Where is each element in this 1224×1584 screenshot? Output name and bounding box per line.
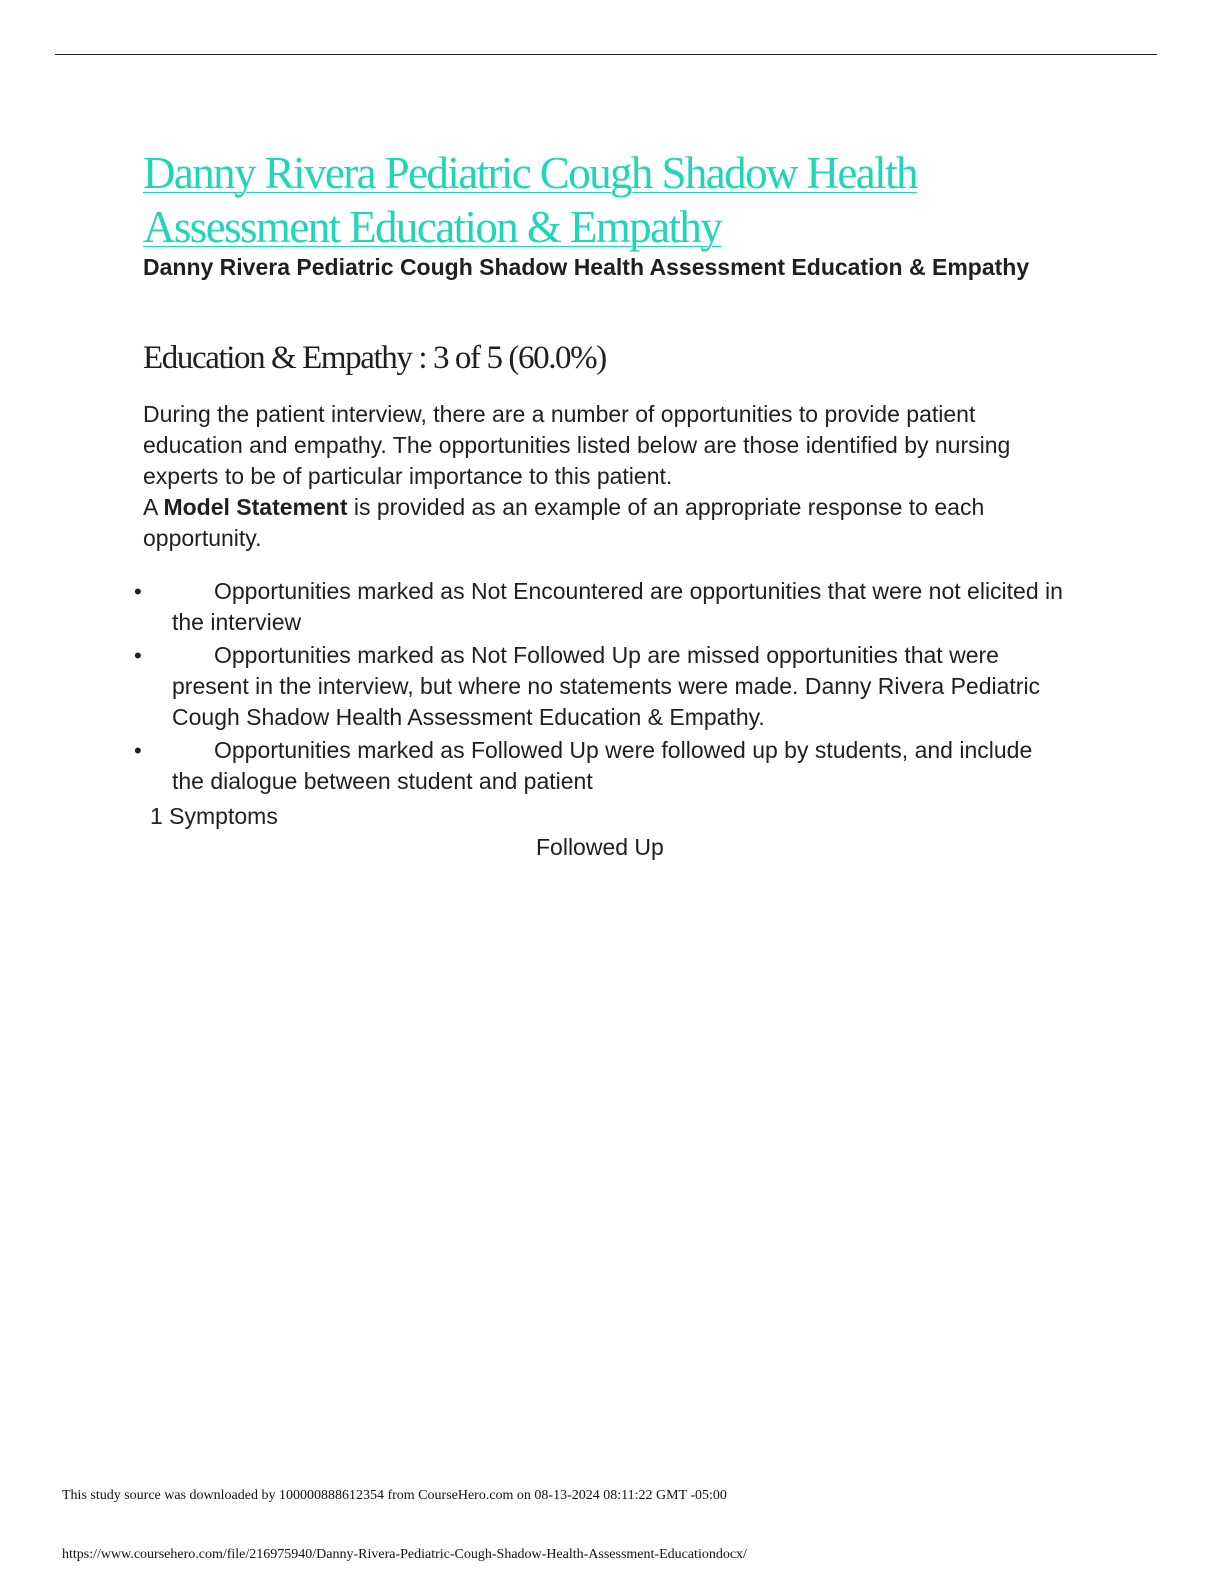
model-sentence-suffix: is provided as an example of an appropriate response to each opportunity. — [143, 494, 985, 551]
model-statement-term: Model Statement — [163, 494, 348, 520]
model-sentence-prefix: A — [143, 494, 164, 520]
list-item — [130, 576, 1070, 638]
document-subtitle: Danny Rivera Pediatric Cough Shadow Health Assessment Education & Empathy — [143, 254, 1030, 280]
list-item-text: Opportunities marked as Followed Up were followed up by students, and include the dialogue between student and patient — [172, 737, 1033, 794]
download-note: This study source was downloaded by 100000888612354 from CourseHero.com on 08-13-2024 08:11:22 GMT -05:00 — [62, 1488, 727, 1503]
score-heading: Education & Empathy : 3 of 5 (60.0%) — [143, 340, 606, 376]
model-statement-sentence — [143, 492, 1043, 554]
intro-paragraph: During the patient interview, there are a number of opportunities to provide patient education and empathy. The opportunities listed below are those identified by nursing experts to be of particular importance to this patient. — [143, 401, 1011, 489]
document-title-link[interactable]: Danny Rivera Pediatric Cough Shadow Health Assessment Education & Empathy — [143, 148, 917, 252]
bullet-icon: • — [134, 579, 142, 604]
list-item-text: Opportunities marked as Not Encountered are opportunities that were not elicited in the interview — [172, 578, 1063, 635]
list-item-text: Opportunities marked as Not Followed Up are missed opportunities that were present in the interview, but where no statements were made. Danny Rivera Pediatric Cough Shadow Health Assessment Education & Empathy. — [172, 642, 1041, 730]
bullet-icon: • — [134, 643, 142, 668]
list-item — [130, 735, 1070, 797]
section-status: Followed Up — [536, 834, 664, 860]
top-divider — [55, 54, 1157, 55]
bullet-icon: • — [134, 738, 142, 763]
list-item — [130, 640, 1070, 733]
source-url[interactable]: https://www.coursehero.com/file/216975940/Danny-Rivera-Pediatric-Cough-Shadow-Health-Assessment-Educationdocx/ — [62, 1547, 747, 1562]
intro-section — [143, 399, 1043, 554]
opportunity-legend-list — [130, 576, 1070, 799]
section-item-symptoms: 1 Symptoms — [150, 803, 278, 829]
